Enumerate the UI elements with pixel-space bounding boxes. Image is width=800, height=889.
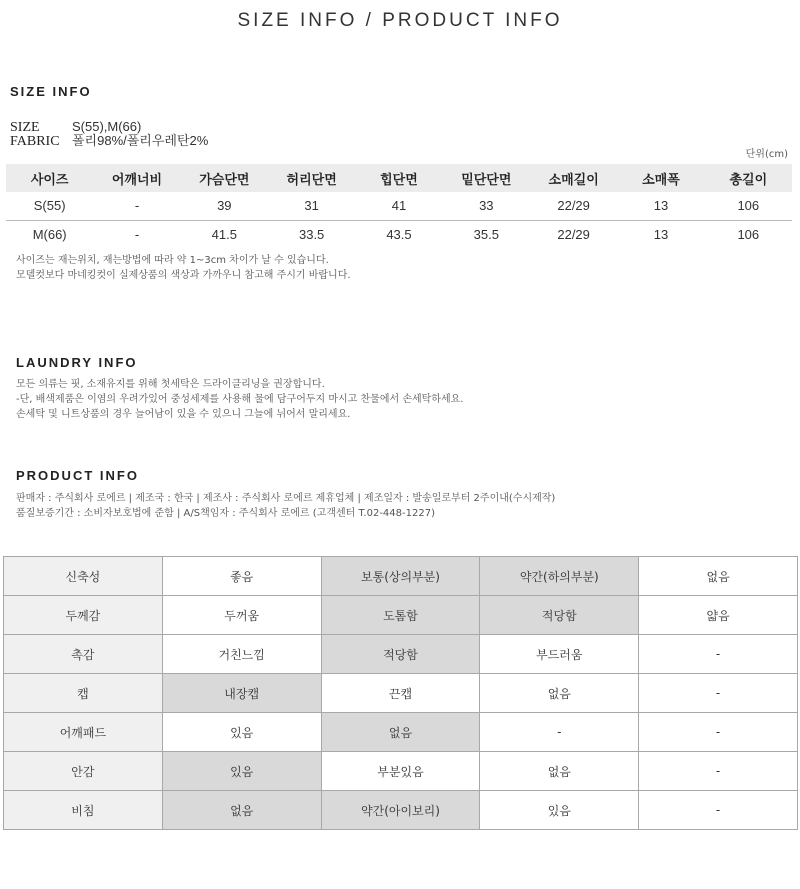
- page-title: SIZE INFO / PRODUCT INFO: [237, 10, 563, 31]
- table-cell: 33: [443, 192, 530, 220]
- size-table-header-cell: 사이즈: [6, 164, 93, 192]
- feature-label: 캡: [4, 674, 163, 713]
- feature-option: 없음: [480, 674, 639, 713]
- fabric-label: FABRIC: [10, 134, 60, 149]
- size-table-header-cell: 총길이: [705, 164, 792, 192]
- size-note: 모델컷보다 마네킹컷이 실제상품의 색상과 가까우니 참고해 주시기 바랍니다.: [16, 270, 351, 281]
- size-table-header-cell: 밑단단면: [443, 164, 530, 192]
- size-table-header-cell: 소매폭: [617, 164, 704, 192]
- feature-option: -: [639, 713, 798, 752]
- feature-row: [4, 674, 798, 713]
- feature-label: 안감: [4, 752, 163, 791]
- laundry-line: 손세탁 및 니트상품의 경우 늘어남이 있을 수 있으니 그늘에 뉘어서 말리세요.: [16, 409, 351, 420]
- table-cell: 31: [268, 192, 355, 220]
- table-cell: -: [93, 192, 180, 220]
- feature-option: -: [639, 674, 798, 713]
- table-cell: 13: [617, 192, 704, 220]
- table-cell: 41: [355, 192, 442, 220]
- fabric-row: [10, 133, 208, 149]
- feature-option: 좋음: [162, 557, 321, 596]
- feature-option: 약간(하의부분): [480, 557, 639, 596]
- table-cell: 22/29: [530, 192, 617, 220]
- size-table-header-cell: 허리단면: [268, 164, 355, 192]
- product-feature-table: [3, 556, 798, 830]
- size-table-header: [6, 164, 792, 192]
- size-table-header-cell: 소매길이: [530, 164, 617, 192]
- unit-note: 단위(cm): [745, 149, 788, 160]
- size-label: SIZE: [10, 120, 40, 135]
- feature-row: [4, 596, 798, 635]
- feature-option: 거친느낌: [162, 635, 321, 674]
- size-table: [6, 164, 792, 248]
- product-info-title: PRODUCT INFO: [16, 468, 139, 483]
- feature-option: 있음: [480, 791, 639, 830]
- feature-option: 도톰함: [321, 596, 480, 635]
- feature-label: 어깨패드: [4, 713, 163, 752]
- table-cell: 13: [653, 226, 669, 242]
- table-cell: M(66): [32, 226, 67, 242]
- feature-option: 적당함: [321, 635, 480, 674]
- feature-option: 두꺼움: [162, 596, 321, 635]
- feature-option: 없음: [321, 713, 480, 752]
- product-line: 판매자 : 주식회사 로에르 | 제조국 : 한국 | 제조사 : 주식회사 로에르 제휴업체 | 제조일자 : 발송일로부터 2주이내(수시제작): [16, 493, 556, 504]
- feature-option: 보통(상의부분): [321, 557, 480, 596]
- table-cell: -: [134, 226, 140, 242]
- feature-option: 적당함: [480, 596, 639, 635]
- table-cell: 41.5: [211, 226, 237, 242]
- feature-option: -: [639, 752, 798, 791]
- feature-row: [4, 791, 798, 830]
- size-table-header-cell: 가슴단면: [181, 164, 268, 192]
- table-cell: 22/29: [557, 226, 590, 242]
- table-cell: 35.5: [473, 226, 499, 242]
- feature-label: 신축성: [4, 557, 163, 596]
- feature-option: 약간(아이보리): [321, 791, 480, 830]
- table-cell: 106: [705, 192, 792, 220]
- size-note: 사이즈는 재는위치, 재는방법에 따라 약 1~3cm 차이가 날 수 있습니다.: [16, 255, 329, 266]
- table-cell: 39: [181, 192, 268, 220]
- table-cell: 33.5: [298, 226, 325, 242]
- feature-label: 비침: [4, 791, 163, 830]
- laundry-line: -단, 배색제품은 이염의 우려가있어 중성세제를 사용해 물에 담구어두지 마시고 찬물에서 손세탁하세요.: [16, 394, 464, 405]
- size-table-header-cell: 힙단면: [355, 164, 442, 192]
- laundry-line: 모든 의류는 핏, 소재유지를 위해 첫세탁은 드라이클리닝을 권장합니다.: [16, 379, 325, 390]
- size-info-title: SIZE INFO: [10, 84, 92, 99]
- feature-option: -: [639, 791, 798, 830]
- feature-option: 내장캡: [162, 674, 321, 713]
- feature-row: [4, 752, 798, 791]
- feature-option: 부분있음: [321, 752, 480, 791]
- feature-label: 촉감: [4, 635, 163, 674]
- feature-option: 없음: [480, 752, 639, 791]
- feature-row: [4, 713, 798, 752]
- feature-option: 없음: [639, 557, 798, 596]
- feature-label: 두께감: [4, 596, 163, 635]
- fabric-value: 폴리98%/폴리우레탄2%: [72, 133, 209, 148]
- feature-option: -: [639, 635, 798, 674]
- table-cell: 106: [737, 226, 760, 242]
- feature-option: 부드러움: [480, 635, 639, 674]
- feature-option: 있음: [162, 752, 321, 791]
- product-line: 품질보증기간 : 소비자보호법에 준함 | A/S책임자 : 주식회사 로에르 (고객센터 T.02-448-1227): [16, 508, 435, 519]
- feature-option: 없음: [162, 791, 321, 830]
- table-row: [6, 192, 792, 220]
- size-table-header-cell: 어깨너비: [93, 164, 180, 192]
- feature-option: -: [480, 713, 639, 752]
- table-cell: S(55): [6, 192, 93, 220]
- feature-option: 끈캡: [321, 674, 480, 713]
- feature-option: 얇음: [639, 596, 798, 635]
- feature-row: [4, 557, 798, 596]
- laundry-info-title: LAUNDRY INFO: [16, 355, 138, 370]
- size-value: S(55),M(66): [72, 119, 142, 134]
- feature-option: 있음: [162, 713, 321, 752]
- table-cell: 43.5: [386, 226, 412, 242]
- feature-row: [4, 635, 798, 674]
- table-row: [6, 220, 792, 248]
